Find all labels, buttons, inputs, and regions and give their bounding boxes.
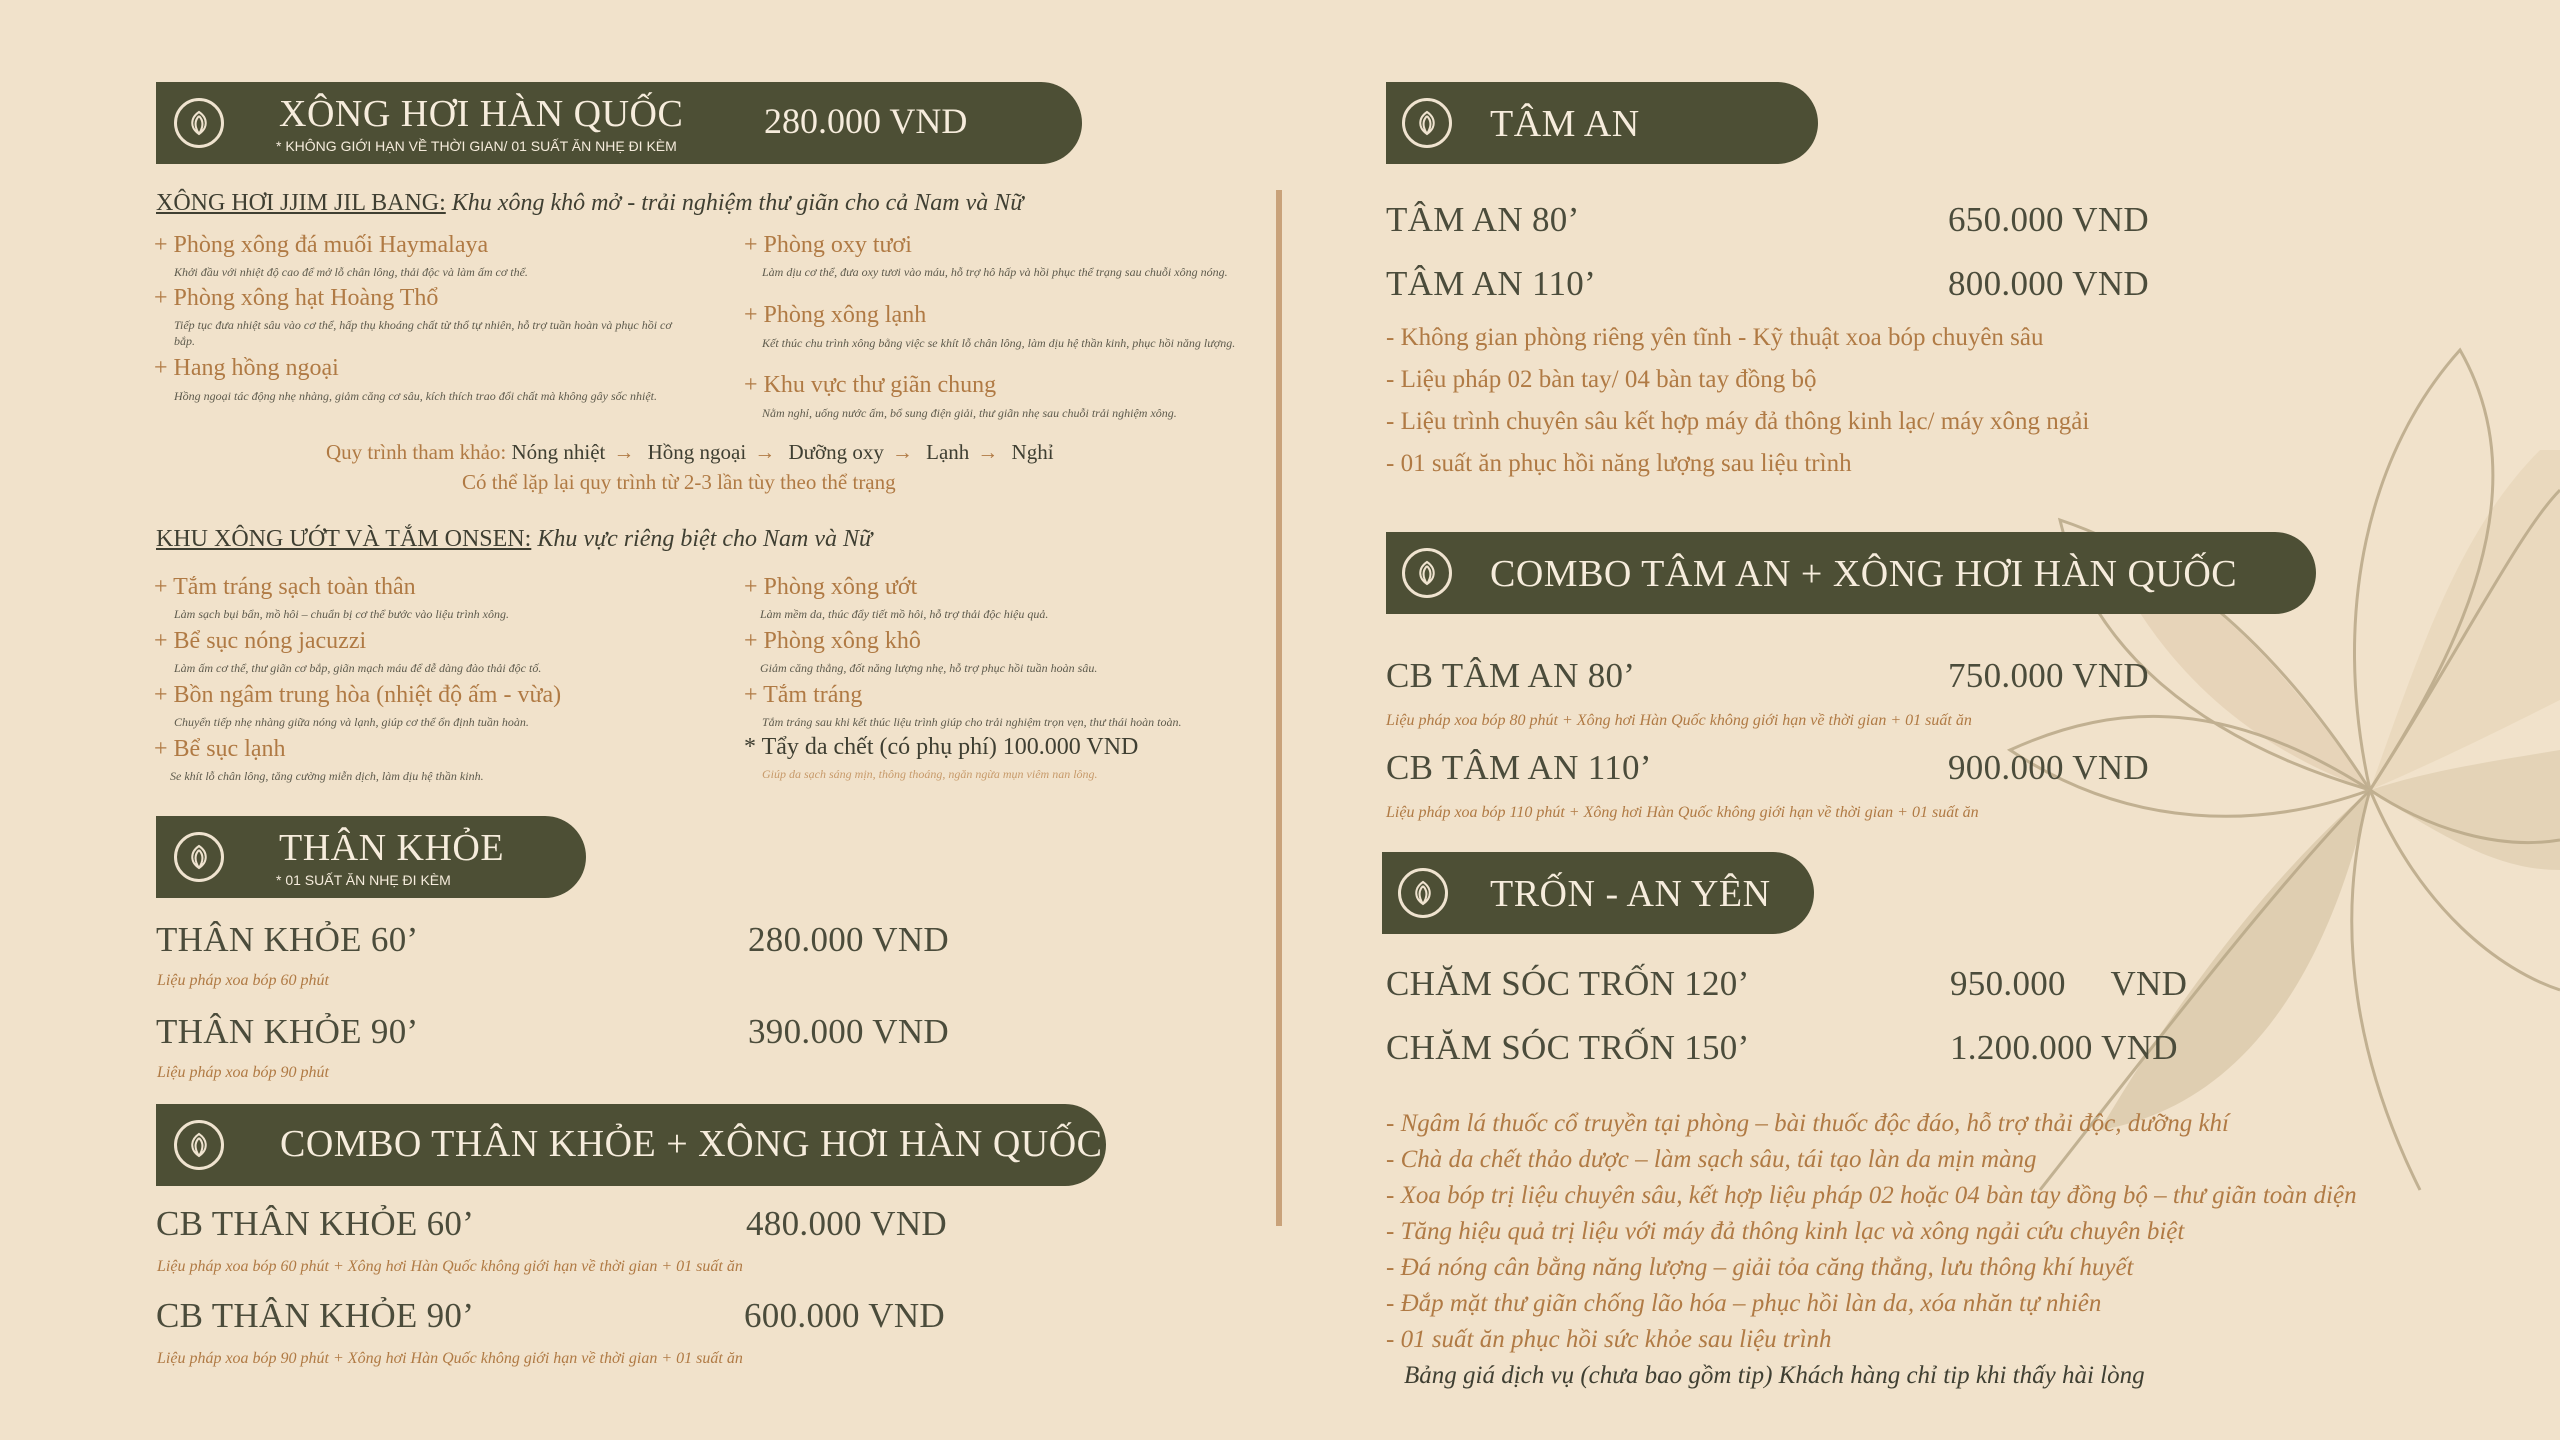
service-price: 1.200.000 VND xyxy=(1950,1028,2178,1067)
item-description: Nằm nghỉ, uống nước ấm, bổ sung điện giải, thư giãn nhẹ sau chuỗi trải nghiệm xông. xyxy=(762,406,1177,420)
service-note: Liệu pháp xoa bóp 60 phút + Xông hơi Hàn Quốc không giới hạn về thời gian + 01 suất ăn xyxy=(157,1258,743,1275)
service-price: 600.000 VND xyxy=(744,1296,945,1335)
list-item: + Phòng oxy tươi xyxy=(744,232,912,258)
jjim-heading-main: XÔNG HƠI JJIM JIL BANG: xyxy=(156,190,446,216)
list-item: + Bể sục nóng jacuzzi xyxy=(154,628,367,654)
arrow-icon: → xyxy=(977,440,999,464)
process-step: Nghỉ xyxy=(1011,440,1054,464)
than-khoe-title: THÂN KHỎE xyxy=(279,827,505,869)
feature-bullet: - Đắp mặt thư giãn chống lão hóa – phục hồi làn da, xóa nhăn tự nhiên xyxy=(1386,1290,2102,1317)
list-item: + Hang hồng ngoại xyxy=(154,355,339,381)
process-note: Có thể lặp lại quy trình từ 2-3 lần tùy theo thể trạng xyxy=(462,470,896,494)
leaf-logo-icon xyxy=(174,1120,224,1170)
leaf-logo-icon xyxy=(174,98,224,148)
onsen-heading xyxy=(156,526,872,553)
service-price: 950.000 VND xyxy=(1950,964,2188,1003)
service-note: Liệu pháp xoa bóp 90 phút + Xông hơi Hàn Quốc không giới hạn về thời gian + 01 suất ăn xyxy=(157,1350,743,1367)
than-khoe-subtitle: * 01 SUẤT ĂN NHẸ ĐI KÈM xyxy=(276,872,451,888)
item-description: Làm mềm da, thúc đẩy tiết mồ hôi, hỗ trợ thải độc hiệu quả. xyxy=(760,607,1049,621)
feature-bullet: - Ngâm lá thuốc cổ truyền tại phòng – bài thuốc độc đáo, hỗ trợ thải độc, dưỡng khí xyxy=(1386,1110,2230,1137)
onsen-heading-rest: Khu vực riêng biệt cho Nam và Nữ xyxy=(531,526,873,552)
service-price: 390.000 VND xyxy=(748,1012,949,1051)
list-item: + Tắm tráng sạch toàn thân xyxy=(154,574,416,600)
service-name: TÂM AN 110’ xyxy=(1386,264,1597,303)
service-name: TÂM AN 80’ xyxy=(1386,200,1580,239)
service-price: 900.000 VND xyxy=(1948,748,2149,787)
feature-bullet: - Đá nóng cân bằng năng lượng – giải tỏa căng thẳng, lưu thông khí huyết xyxy=(1386,1254,2134,1281)
feature-bullet: - Không gian phòng riêng yên tĩnh - Kỹ thuật xoa bóp chuyên sâu xyxy=(1386,324,2044,351)
process-label: Quy trình tham khảo: xyxy=(326,440,507,464)
leaf-logo-icon xyxy=(1402,548,1452,598)
list-item: + Phòng xông lạnh xyxy=(744,302,927,328)
service-note: Liệu pháp xoa bóp 90 phút xyxy=(157,1064,329,1081)
feature-bullet: - Tăng hiệu quả trị liệu với máy đả thông kinh lạc và xông ngải cứu chuyên biệt xyxy=(1386,1218,2185,1245)
service-name: CB TÂM AN 80’ xyxy=(1386,656,1636,695)
list-item: + Tắm tráng xyxy=(744,682,863,708)
item-description: Giúp da sạch sáng mịn, thông thoáng, ngăn ngừa mụn viêm nan lông. xyxy=(762,767,1098,781)
tam-an-title: TÂM AN xyxy=(1490,103,1640,145)
arrow-icon: → xyxy=(891,440,913,464)
service-note: Liệu pháp xoa bóp 110 phút + Xông hơi Hàn Quốc không giới hạn về thời gian + 01 suất ăn xyxy=(1386,804,1979,821)
leaf-logo-icon xyxy=(1398,868,1448,918)
feature-bullet: - Liệu pháp 02 bàn tay/ 04 bàn tay đồng bộ xyxy=(1386,366,1817,393)
tron-an-yen-banner xyxy=(1382,852,1814,934)
feature-bullet: - Liệu trình chuyên sâu kết hợp máy đả thông kinh lạc/ máy xông ngải xyxy=(1386,408,2090,435)
than-khoe-banner xyxy=(156,816,586,898)
service-note: Liệu pháp xoa bóp 80 phút + Xông hơi Hàn Quốc không giới hạn về thời gian + 01 suất ăn xyxy=(1386,712,1972,729)
item-description: Làm dịu cơ thể, đưa oxy tươi vào máu, hỗ trợ hô hấp và hồi phục thể trạng sau chuỗi xông nóng. xyxy=(762,265,1228,279)
combo-tam-an-banner xyxy=(1386,532,2316,614)
item-description: Kết thúc chu trình xông bằng việc se khít lỗ chân lông, làm dịu hệ thần kinh, phục hồi năng lượng. xyxy=(762,336,1236,350)
process-step: Nóng nhiệt xyxy=(511,440,606,464)
service-price: 650.000 VND xyxy=(1948,200,2149,239)
column-divider xyxy=(1276,190,1282,1226)
combo-than-khoe-title: COMBO THÂN KHỎE + XÔNG HƠI HÀN QUỐC xyxy=(280,1123,1103,1165)
service-name: CHĂM SÓC TRỐN 120’ xyxy=(1386,964,1750,1003)
item-description: Se khít lỗ chân lông, tăng cường miễn dịch, làm dịu hệ thần kinh. xyxy=(170,769,484,783)
service-note: Liệu pháp xoa bóp 60 phút xyxy=(157,972,329,989)
item-description: Làm sạch bụi bẩn, mồ hôi – chuẩn bị cơ thể bước vào liệu trình xông. xyxy=(174,607,509,621)
item-description: Chuyển tiếp nhẹ nhàng giữa nóng và lạnh, giúp cơ thể ổn định tuần hoàn. xyxy=(174,715,529,729)
tam-an-banner xyxy=(1386,82,1818,164)
pricing-footer-note: Bảng giá dịch vụ (chưa bao gồm tip) Khách hàng chỉ tip khi thấy hài lòng xyxy=(1404,1362,2145,1389)
feature-bullet: - 01 suất ăn phục hồi năng lượng sau liệu trình xyxy=(1386,450,1852,477)
item-description: Giảm căng thẳng, đốt năng lượng nhẹ, hỗ trợ phục hồi tuần hoàn sâu. xyxy=(760,661,1098,675)
item-description: Tiếp tục đưa nhiệt sâu vào cơ thể, hấp thụ khoáng chất từ thổ tự nhiên, hỗ trợ tuần hoàn và phục hồi cơ bắp. xyxy=(174,318,672,348)
combo-than-khoe-banner xyxy=(156,1104,1106,1186)
process-step: Dưỡng oxy xyxy=(788,440,884,464)
list-item-exfoliation: * Tẩy da chết (có phụ phí) 100.000 VND xyxy=(744,734,1139,760)
arrow-icon: → xyxy=(613,440,635,464)
item-description: Hồng ngoại tác động nhẹ nhàng, giảm căng cơ sâu, kích thích trao đổi chất mà không gây sốc nhiệt. xyxy=(174,389,657,403)
process-step: Hồng ngoại xyxy=(647,440,747,464)
leaf-logo-icon xyxy=(174,832,224,882)
feature-bullet: - Xoa bóp trị liệu chuyên sâu, kết hợp liệu pháp 02 hoặc 04 bàn tay đồng bộ – thư giãn toàn diện xyxy=(1386,1182,2357,1209)
process-step: Lạnh xyxy=(926,440,970,464)
jjim-heading-rest: Khu xông khô mở - trải nghiệm thư giãn cho cả Nam và Nữ xyxy=(445,190,1024,216)
item-description: Tắm tráng sau khi kết thúc liệu trình giúp cho trải nghiệm trọn vẹn, thư thái hoàn toàn. xyxy=(762,715,1182,729)
lotus-decoration xyxy=(1900,230,2560,1230)
combo-tam-an-title: COMBO TÂM AN + XÔNG HƠI HÀN QUỐC xyxy=(1490,553,2238,595)
feature-bullet: - 01 suất ăn phục hồi sức khỏe sau liệu trình xyxy=(1386,1326,1832,1353)
service-name: CB TÂM AN 110’ xyxy=(1386,748,1652,787)
onsen-heading-main: KHU XÔNG ƯỚT VÀ TẮM ONSEN: xyxy=(156,526,532,552)
service-name: CB THÂN KHỎE 60’ xyxy=(156,1204,475,1243)
list-item: + Phòng xông khô xyxy=(744,628,921,654)
item-description: Khởi đầu với nhiệt độ cao để mở lỗ chân lông, thải độc và làm ấm cơ thể. xyxy=(174,265,528,279)
list-item: + Bồn ngâm trung hòa (nhiệt độ ấm - vừa) xyxy=(154,682,562,708)
xong-hoi-banner xyxy=(156,82,1082,164)
xong-hoi-subtitle: * KHÔNG GIỚI HẠN VỀ THỜI GIAN/ 01 SUẤT ĂN NHẸ ĐI KÈM xyxy=(276,138,677,154)
list-item: + Khu vực thư giãn chung xyxy=(744,372,997,398)
leaf-logo-icon xyxy=(1402,98,1452,148)
service-name: CHĂM SÓC TRỐN 150’ xyxy=(1386,1028,1750,1067)
service-name: THÂN KHỎE 90’ xyxy=(156,1012,419,1051)
list-item: + Phòng xông đá muối Haymalaya xyxy=(154,232,489,258)
service-name: THÂN KHỎE 60’ xyxy=(156,920,419,959)
process-line xyxy=(326,440,1054,465)
tron-an-yen-title: TRỐN - AN YÊN xyxy=(1490,873,1771,915)
xong-hoi-title: XÔNG HƠI HÀN QUỐC xyxy=(279,93,684,135)
service-price: 280.000 VND xyxy=(748,920,949,959)
feature-bullet: - Chà da chết thảo dược – làm sạch sâu, tái tạo làn da mịn màng xyxy=(1386,1146,2037,1173)
service-price: 750.000 VND xyxy=(1948,656,2149,695)
item-description: Làm ấm cơ thể, thư giãn cơ bắp, giãn mạch máu để dễ dàng đào thải độc tố. xyxy=(174,661,542,675)
list-item: + Phòng xông hạt Hoàng Thổ xyxy=(154,285,439,311)
arrow-icon: → xyxy=(754,440,776,464)
service-price: 480.000 VND xyxy=(746,1204,947,1243)
list-item: + Bể sục lạnh xyxy=(154,736,286,762)
jjim-heading xyxy=(156,190,1023,217)
service-price: 800.000 VND xyxy=(1948,264,2149,303)
service-name: CB THÂN KHỎE 90’ xyxy=(156,1296,475,1335)
list-item: + Phòng xông ướt xyxy=(744,574,918,600)
xong-hoi-price: 280.000 VND xyxy=(764,101,968,141)
